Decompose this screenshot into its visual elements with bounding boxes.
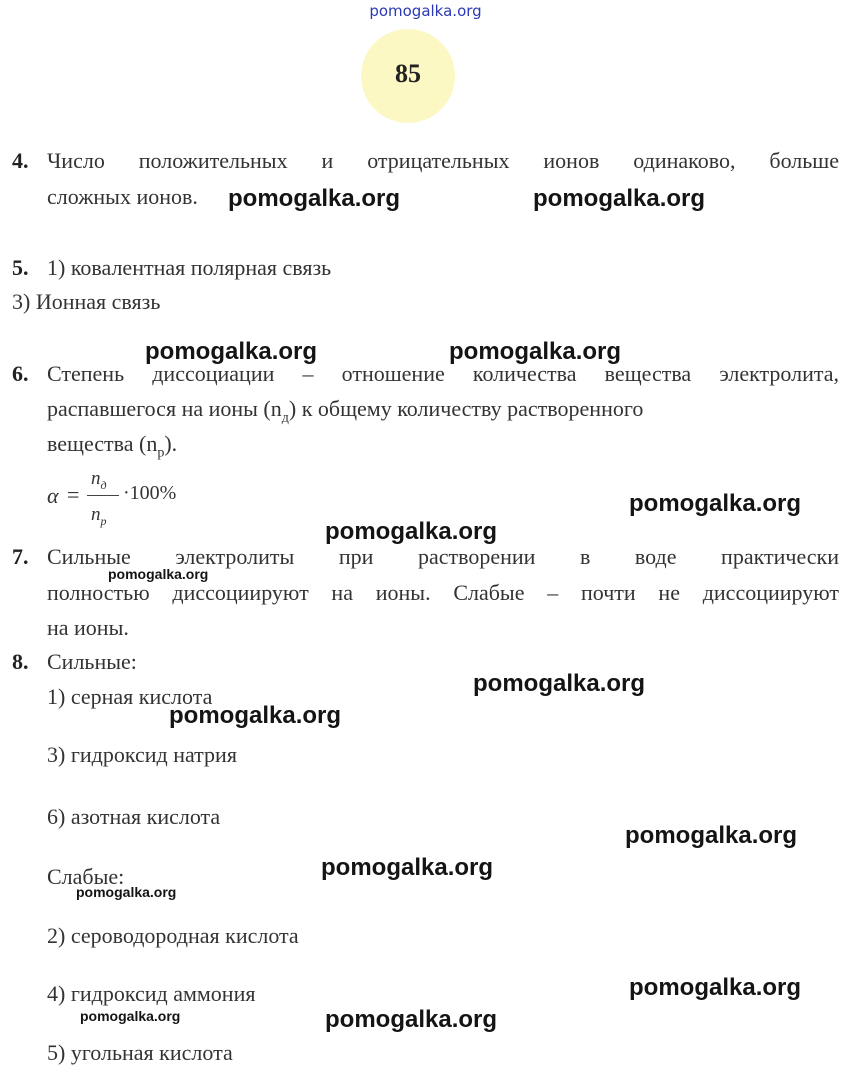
strong-item-3: 6) азотная кислота: [47, 804, 221, 829]
formula-percent: ·100%: [123, 482, 177, 504]
item-6-line-3-start: вещества (n: [47, 431, 158, 456]
item-6-number: 6.: [12, 361, 29, 386]
item-7-number: 7.: [12, 544, 29, 569]
item-6-line-3: [47, 427, 177, 470]
weak-item-1: 2) сероводородная кислота: [47, 923, 299, 948]
item-6-line-3-sub: р: [157, 445, 165, 461]
item-8-number: 8.: [12, 649, 29, 674]
watermark: pomogalka.org: [533, 185, 706, 212]
dissociation-formula: [47, 468, 207, 530]
item-5-line-2: 3) Ионная связь: [12, 289, 161, 314]
watermark: pomogalka.org: [321, 854, 494, 881]
strong-item-1: 1) серная кислота: [47, 684, 213, 709]
watermark: pomogalka.org: [473, 670, 646, 697]
formula-denominator: [91, 504, 107, 529]
watermark-small: pomogalka.org: [80, 1008, 181, 1024]
weak-item-2: 4) гидроксид аммония: [47, 981, 256, 1006]
weak-electrolytes-label: Слабые:: [47, 864, 125, 889]
formula-fraction-bar: [87, 495, 119, 496]
item-6-line-2-start: распавшегося на ионы (n: [47, 396, 282, 421]
watermark: pomogalka.org: [629, 490, 802, 517]
item-4-line-1: Число положительных и отрицательных ионов одинаково, больше: [47, 148, 839, 173]
watermark: pomogalka.org: [325, 518, 498, 545]
item-4-number: 4.: [12, 148, 29, 173]
item-7-line-1: Сильные электролиты при растворении в воде практически: [47, 544, 839, 569]
formula-equals: =: [67, 482, 80, 507]
strong-electrolytes-label: Сильные:: [47, 649, 137, 674]
watermark: pomogalka.org: [449, 338, 622, 365]
weak-item-3: 5) угольная кислота: [47, 1040, 233, 1065]
watermark: pomogalka.org: [145, 338, 318, 365]
item-4-line-2: сложных ионов.: [47, 184, 198, 209]
watermark: pomogalka.org: [228, 185, 401, 212]
page-number: 85: [395, 59, 421, 88]
item-5-line-1: 1) ковалентная полярная связь: [47, 255, 332, 280]
item-6-line-1: Степень диссоциации – отношение количества вещества электролита,: [47, 361, 839, 386]
watermark: pomogalka.org: [625, 822, 798, 849]
watermark: pomogalka.org: [169, 702, 342, 729]
site-header-link[interactable]: pomogalka.org: [369, 2, 482, 20]
formula-denominator-n: n: [91, 504, 101, 525]
strong-item-2: 3) гидроксид натрия: [47, 742, 237, 767]
item-6-line-2-end: ) к общему количеству растворенного: [288, 396, 644, 421]
item-5-number: 5.: [12, 255, 29, 280]
watermark-small: pomogalka.org: [108, 566, 209, 582]
item-7-line-2: полностью диссоциируют на ионы. Слабые – почти не диссоциируют: [47, 580, 839, 605]
watermark: pomogalka.org: [629, 974, 802, 1001]
watermark-small: pomogalka.org: [76, 884, 177, 900]
watermark: pomogalka.org: [325, 1006, 498, 1033]
item-7-line-3: на ионы.: [47, 615, 129, 640]
formula-numerator-n: n: [91, 468, 101, 489]
formula-denominator-sub: р: [100, 513, 107, 528]
formula-numerator: [91, 468, 107, 493]
item-6-line-3-end: ).: [164, 431, 178, 456]
item-6-line-2-sub: д: [281, 410, 289, 426]
formula-alpha: α: [47, 483, 59, 508]
formula-numerator-sub: д: [100, 477, 107, 492]
